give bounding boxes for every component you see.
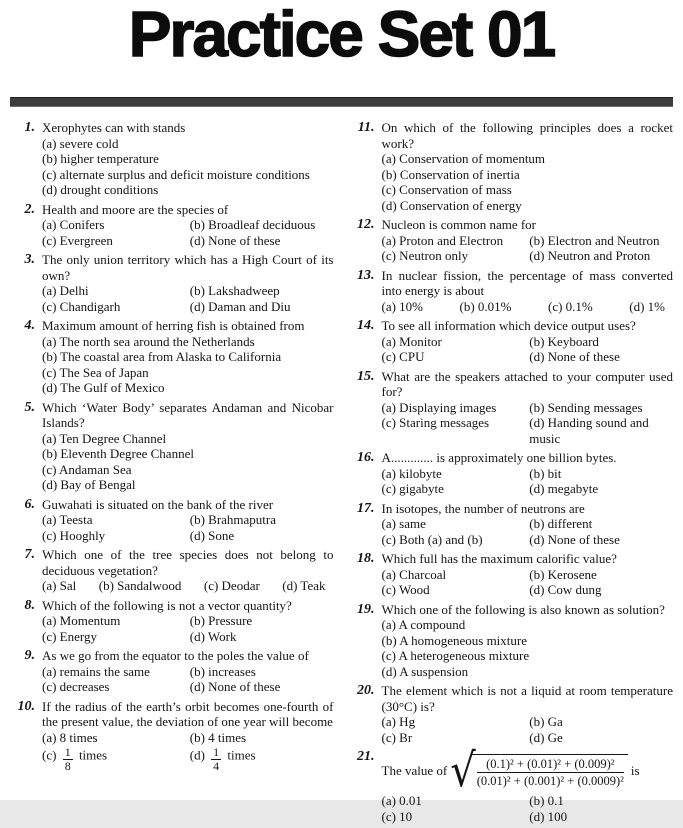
option: (a) 10% <box>381 298 424 314</box>
option: (a) remains the same <box>42 663 150 679</box>
question-text: The element which is not a liquid at room temperature (30°C) is? <box>381 683 673 714</box>
questions-columns <box>8 120 675 828</box>
question-number: 6. <box>24 496 35 512</box>
option: (c) Br <box>381 729 413 745</box>
question-number: 4. <box>24 318 35 333</box>
option: (b) Kerosene <box>529 566 597 582</box>
question-item <box>10 598 334 645</box>
question-text-post: is <box>630 763 640 779</box>
question-item <box>10 318 334 396</box>
question-body <box>382 551 674 598</box>
question-item <box>10 547 334 594</box>
option: (d) Neutron and Proton <box>529 248 651 263</box>
option: (c) CPU <box>381 349 425 364</box>
option: (b) The coastal area from Alaska to California <box>42 349 282 364</box>
option: (d) None of these <box>529 349 620 364</box>
option: (d) megabyte <box>529 481 599 496</box>
options-group <box>382 466 674 497</box>
option: (c) Chandigarh <box>42 298 121 314</box>
radical-sign: √ <box>450 744 476 798</box>
option: (c) Evergreen <box>42 232 113 248</box>
title-divider <box>10 97 673 107</box>
option: (b) Conservation of inertia <box>381 166 520 182</box>
question-number: 19. <box>357 601 375 617</box>
option: (d) Conservation of energy <box>381 197 522 213</box>
options-group <box>42 512 334 543</box>
radicand <box>472 754 628 789</box>
question-body <box>42 252 334 314</box>
question-body <box>382 602 674 680</box>
options-group <box>42 613 334 644</box>
question-text: Which one of the tree species does not belong to deciduous vegetation? <box>42 547 334 578</box>
question-item <box>350 369 674 447</box>
option: (b) Lakshadweep <box>189 283 280 298</box>
option: (c) Staring messages <box>381 415 490 430</box>
question-text: Nucleon is common name for <box>381 217 537 232</box>
options-group <box>42 664 334 695</box>
question-text: If the radius of the earth’s orbit becomes one-fourth of the present value, the deviation of one year will become <box>42 698 334 729</box>
question-number: 18. <box>357 551 375 566</box>
question-text: Maximum amount of herring fish is obtained from <box>42 318 305 333</box>
option: (c) Andaman Sea <box>42 461 132 477</box>
question-text: The only union territory which has a High Court of its own? <box>42 252 334 283</box>
question-number: 11. <box>357 120 375 135</box>
question-text: To see all information which device output uses? <box>381 318 636 333</box>
question-item <box>10 648 334 695</box>
options-group <box>42 136 334 198</box>
question-body <box>42 699 334 774</box>
option: (b) Sending messages <box>529 399 643 415</box>
question-number: 20. <box>357 683 375 698</box>
option: (d) Work <box>189 628 237 644</box>
fraction <box>211 746 221 772</box>
question-body <box>42 648 334 695</box>
question-text: In nuclear fission, the percentage of mass converted into energy is about <box>381 267 673 298</box>
question-number: 3. <box>24 252 35 267</box>
question-body <box>42 400 334 493</box>
option: (a) Sal <box>42 578 77 593</box>
option: (b) Sandalwood <box>98 578 182 593</box>
option: (d) 1% <box>629 298 665 314</box>
question-text: Guwahati is situated on the bank of the river <box>42 496 274 512</box>
option: (b) higher temperature <box>42 151 159 166</box>
question-body <box>42 318 334 396</box>
option: (c) The Sea of Japan <box>42 364 149 380</box>
option: (a) Monitor <box>381 333 442 349</box>
options-group <box>42 730 334 774</box>
question-item <box>350 551 674 598</box>
question-number: 15. <box>357 368 375 384</box>
option: (b) different <box>529 516 593 531</box>
option: (d) Cow dung <box>529 582 602 597</box>
option: (a) same <box>381 516 426 531</box>
options-group <box>382 714 674 745</box>
question-body <box>42 202 334 249</box>
fraction-numerator: 1 <box>213 745 220 759</box>
options-group <box>42 283 334 314</box>
question-item <box>350 268 674 315</box>
question-text: On which of the following principles does a rocket work? <box>381 120 673 151</box>
question-item <box>10 497 334 544</box>
options-group <box>382 233 674 264</box>
options-group <box>382 516 674 547</box>
question-text: Which one of the following is also known as solution? <box>381 601 665 617</box>
option: (c) Neutron only <box>381 248 469 263</box>
question-body <box>382 683 674 745</box>
option: (d) Sone <box>189 527 235 543</box>
question-number: 9. <box>24 648 35 663</box>
options-group <box>42 217 334 248</box>
question-item <box>350 450 674 497</box>
options-group <box>382 151 674 213</box>
option: (c) Hooghly <box>42 527 106 543</box>
question-number: 10. <box>17 698 35 714</box>
question-text: Which of the following is not a vector quantity? <box>42 597 292 613</box>
question-text: A............. is approximately one billion bytes. <box>381 450 617 465</box>
option: (c) decreases <box>42 679 110 694</box>
question-number: 17. <box>357 500 375 516</box>
option: (d) Handing sound and music <box>529 415 649 446</box>
option: (b) Brahmaputra <box>189 512 277 527</box>
option: (b) 4 times <box>189 729 247 745</box>
option: (d) 100 <box>529 808 568 824</box>
question-body <box>382 450 674 497</box>
option: (a) Teesta <box>42 512 93 527</box>
option: (c) A heterogeneous mixture <box>381 648 530 663</box>
question-body <box>42 547 334 594</box>
question-text: As we go from the equator to the poles the value of <box>42 648 309 663</box>
option: (a) kilobyte <box>381 465 442 481</box>
question-text: Xerophytes can with stands <box>42 120 186 135</box>
formula-denominator: (0.01)² + (0.001)² + (0.0009)² <box>476 774 624 788</box>
options-group <box>382 617 674 679</box>
question-item <box>10 400 334 493</box>
question-body <box>382 120 674 213</box>
option: (c) Conservation of mass <box>381 182 512 197</box>
option: (a) severe cold <box>42 135 119 151</box>
question-number: 2. <box>24 201 35 217</box>
question-body <box>382 501 674 548</box>
question-item <box>10 120 334 198</box>
fraction-denominator: 8 <box>64 758 71 773</box>
option: (d) None of these <box>189 679 281 694</box>
option: (a) Displaying images <box>381 399 497 415</box>
options-group <box>42 431 334 493</box>
option: (c) $\frac{1}{8}$ times <box>42 745 108 773</box>
option: (d) Teak <box>282 578 326 593</box>
question-item <box>350 602 674 680</box>
option: (d) The Gulf of Mexico <box>42 380 165 395</box>
option: (d) A suspension <box>381 663 469 679</box>
question-item <box>350 501 674 548</box>
option: (b) Electron and Neutron <box>529 232 660 248</box>
question-number: 16. <box>357 450 375 465</box>
option: (b) 0.01% <box>459 298 512 314</box>
option: (c) gigabyte <box>381 481 444 496</box>
question-number: 13. <box>357 267 375 283</box>
options-group <box>382 567 674 598</box>
question-number: 5. <box>24 399 35 415</box>
option: (b) Keyboard <box>529 333 599 349</box>
question-item <box>350 217 674 264</box>
fraction-numerator: 1 <box>64 745 71 759</box>
option: (a) Conifers <box>42 217 105 232</box>
formula-fraction <box>477 757 624 789</box>
option: (a) 8 times <box>42 729 98 745</box>
question-text-pre: The value of <box>381 763 448 779</box>
questions-column-left <box>10 120 334 828</box>
question-text: Health and moore are the species of <box>42 201 229 217</box>
question-item <box>350 318 674 365</box>
option: (d) None of these <box>529 531 620 547</box>
question-text: In isotopes, the number of neutrons are <box>381 500 585 516</box>
option: (a) Proton and Electron <box>381 232 504 248</box>
option: (c) Deodar <box>203 578 260 593</box>
question-number: 7. <box>24 547 35 562</box>
question-item <box>10 202 334 249</box>
question-text <box>381 744 674 798</box>
option: (a) A compound <box>381 617 466 632</box>
option: (b) Pressure <box>189 613 253 628</box>
option: (d) $\frac{1}{4}$ times <box>189 745 256 773</box>
question-number: 21. <box>357 749 375 764</box>
option: (d) Daman and Diu <box>189 298 291 314</box>
option: (c) alternate surplus and deficit moisture conditions <box>42 166 310 182</box>
option: (b) Broadleaf deciduous <box>189 217 316 232</box>
question-number: 12. <box>357 217 375 232</box>
question-text: Which full has the maximum calorific value? <box>381 551 617 566</box>
option: (a) Momentum <box>42 613 121 628</box>
option: (d) Ge <box>529 729 563 745</box>
option: (a) Charcoal <box>381 566 447 582</box>
options-group <box>382 334 674 365</box>
question-text: What are the speakers attached to your computer used for? <box>381 368 673 399</box>
fraction <box>63 746 73 772</box>
question-item <box>350 744 674 824</box>
question-body <box>382 369 674 447</box>
question-body <box>382 217 674 264</box>
question-item <box>10 252 334 314</box>
options-group <box>42 578 334 594</box>
option: (b) Ga <box>529 714 563 729</box>
question-body <box>382 318 674 365</box>
option: (c) 0.1% <box>547 298 593 314</box>
option: (a) Delhi <box>42 283 89 298</box>
questions-column-right <box>350 120 674 828</box>
question-number: 14. <box>357 318 375 333</box>
option: (b) increases <box>189 663 256 679</box>
fraction-denominator: 4 <box>213 758 220 773</box>
option: (b) bit <box>529 465 562 481</box>
question-number: 1. <box>24 120 35 135</box>
question-body <box>42 120 334 198</box>
option: (c) 10 <box>381 808 413 824</box>
question-body <box>42 497 334 544</box>
options-group <box>382 299 674 315</box>
option: (a) The north sea around the Netherlands <box>42 333 255 349</box>
option: (d) Bay of Bengal <box>42 477 136 492</box>
option: (a) Ten Degree Channel <box>42 430 167 446</box>
option: (a) 0.01 <box>381 793 422 808</box>
option: (a) Conservation of momentum <box>381 151 546 166</box>
option: (c) Energy <box>42 628 97 644</box>
option: (c) Both (a) and (b) <box>381 531 483 547</box>
option: (d) drought conditions <box>42 182 159 197</box>
option: (b) A homogeneous mixture <box>381 632 528 648</box>
option: (b) Eleventh Degree Channel <box>42 446 194 461</box>
options-group <box>42 334 334 396</box>
option: (a) Hg <box>381 714 416 729</box>
options-group <box>382 400 674 447</box>
formula-numerator: (0.1)² + (0.01)² + (0.009)² <box>477 757 624 773</box>
option: (b) 0.1 <box>529 793 564 808</box>
question-item <box>350 683 674 745</box>
page-title: Practice Set 01 <box>128 0 555 70</box>
option: (d) None of these <box>189 232 281 248</box>
question-item <box>10 699 334 774</box>
question-body <box>42 598 334 645</box>
option: (c) Wood <box>381 582 430 597</box>
square-root-formula <box>450 744 628 798</box>
question-body <box>381 744 674 824</box>
question-text: Which ‘Water Body’ separates Andaman and Nicobar Islands? <box>42 399 334 430</box>
question-item <box>350 120 674 213</box>
options-group <box>382 793 674 824</box>
question-number: 8. <box>24 597 35 613</box>
question-body <box>382 268 674 315</box>
